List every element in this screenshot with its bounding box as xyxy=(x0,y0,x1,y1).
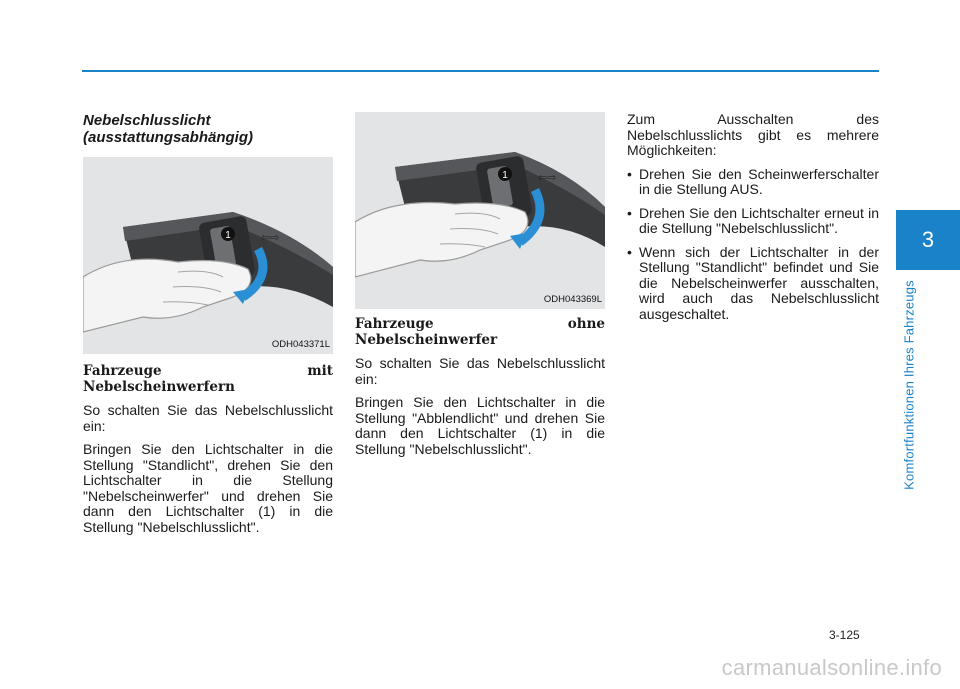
text-without-fog: Bringen Sie den Lichtschalter in die Stellung "Abblendlicht" und drehen Sie dann den Lichtschalter (1) in die Stellung "Nebelschlusslicht". xyxy=(355,394,605,457)
list-item: • Drehen Sie den Lichtschalter erneut in die Stellung "Nebelschlusslicht". xyxy=(627,206,879,237)
chapter-number: 3 xyxy=(921,227,935,252)
callout-1: 1 xyxy=(502,170,508,181)
intro-with-fog: So schalten Sie das Nebelschlusslicht ein: xyxy=(83,402,333,434)
column-left xyxy=(83,112,333,543)
watermark: carmanualsonline.info xyxy=(721,655,942,680)
list-item: • Drehen Sie den Scheinwerferschalter in die Stellung AUS. xyxy=(627,167,879,198)
svg-text:⇦⇨: ⇦⇨ xyxy=(261,231,280,244)
figure-code: ODH043369L xyxy=(543,292,603,308)
lever-illustration xyxy=(83,157,333,354)
section-title-line2: (ausstattungsabhängig) xyxy=(83,129,254,146)
page-number: 3-125 xyxy=(829,628,860,642)
header-rule xyxy=(82,70,879,72)
text-with-fog: Bringen Sie den Lichtschalter in die Stellung "Standlicht", drehen Sie den Lichtschalter in die Stellung "Nebelscheinwerfer" und drehen Sie dann den Lichtschalter (1) in die Stellung "Nebelschlusslicht". xyxy=(83,441,333,535)
column-middle xyxy=(355,112,605,465)
list-item: • Wenn sich der Lichtschalter in der Stellung "Standlicht" befindet und Sie die Nebelscheinwerfer ausschalten, wird auch das Nebelschlusslicht ausgeschaltet. xyxy=(627,245,879,323)
section-title xyxy=(83,112,333,146)
lever-illustration xyxy=(355,112,605,309)
figure-with-fog-lamps xyxy=(83,157,333,354)
chapter-title-text: Komfortfunktionen Ihres Fahrzeugs xyxy=(901,280,917,490)
chapter-title xyxy=(900,270,918,500)
chapter-number-tab xyxy=(896,210,960,270)
svg-text:⇦⇨: ⇦⇨ xyxy=(538,171,557,184)
intro-without-fog: So schalten Sie das Nebelschlusslicht ein: xyxy=(355,355,605,387)
column-right xyxy=(627,112,879,330)
callout-1: 1 xyxy=(225,230,231,241)
figure-code: ODH043371L xyxy=(271,337,331,353)
switch-off-intro: Zum Ausschalten des Nebelschlusslichts gibt es mehrere Möglichkeiten: xyxy=(627,111,879,158)
heading-with-fog: Fahrzeuge mit Nebelscheinwerfern xyxy=(83,363,333,395)
heading-without-fog: Fahrzeuge ohne Nebelscheinwerfer xyxy=(355,316,605,348)
switch-off-list xyxy=(627,167,879,323)
figure-without-fog-lamps xyxy=(355,112,605,309)
section-title-line1: Nebelschlusslicht xyxy=(83,112,211,129)
